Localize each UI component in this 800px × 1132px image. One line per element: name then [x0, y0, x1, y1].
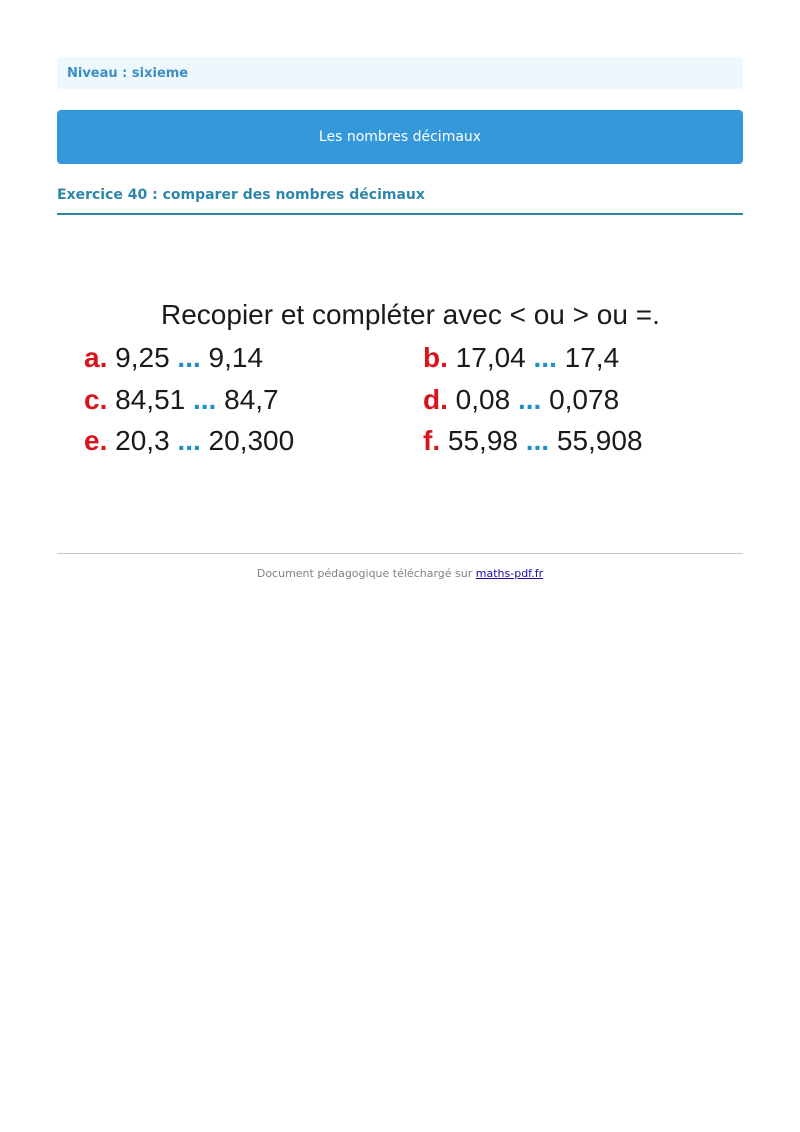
- footer-divider: [57, 553, 743, 554]
- item-right-value: 17,4: [564, 342, 620, 373]
- item-dots: ...: [517, 384, 542, 415]
- item-right-value: 55,908: [556, 425, 643, 456]
- item-dots: ...: [193, 384, 217, 415]
- item-dots: ...: [177, 342, 201, 373]
- item-letter: a.: [84, 342, 108, 373]
- footer-text: Document pédagogique téléchargé sur: [256, 567, 473, 580]
- item-left-value: 84,51: [115, 384, 186, 415]
- level-banner: [57, 57, 743, 89]
- chapter-banner: [57, 110, 743, 164]
- exercise-item-c: [84, 384, 279, 416]
- exercise-instruction: Recopier et compléter avec < ou > ou =.: [161, 299, 660, 330]
- footer: [57, 567, 743, 580]
- item-letter: d.: [423, 384, 448, 415]
- item-right-value: 84,7: [224, 384, 279, 415]
- item-letter: f.: [423, 425, 441, 456]
- item-dots: ...: [177, 425, 201, 456]
- item-letter: c.: [84, 384, 108, 415]
- footer-link[interactable]: maths-pdf.fr: [475, 567, 544, 580]
- item-left-value: 9,25: [115, 342, 170, 373]
- item-right-value: 20,300: [208, 425, 295, 456]
- exercise-item-f: [423, 425, 643, 457]
- item-dots: ...: [525, 425, 550, 456]
- item-left-value: 0,08: [455, 384, 511, 415]
- exercise-item-e: [84, 425, 294, 457]
- exercise-title: Exercice 40 : comparer des nombres décimaux: [57, 187, 743, 215]
- level-label: Niveau : sixieme: [67, 65, 189, 81]
- item-right-value: 9,14: [208, 342, 264, 373]
- page: [57, 57, 743, 580]
- item-dots: ...: [533, 342, 557, 373]
- exercise-item-d: [423, 384, 619, 416]
- item-left-value: 55,98: [447, 425, 518, 456]
- item-letter: e.: [84, 425, 108, 456]
- exercise-item-b: [423, 342, 619, 374]
- item-right-value: 0,078: [549, 384, 620, 415]
- item-left-value: 20,3: [115, 425, 170, 456]
- item-left-value: 17,04: [455, 342, 526, 373]
- exercise-content: [57, 215, 743, 553]
- chapter-title: Les nombres décimaux: [318, 129, 482, 145]
- exercise-item-a: [84, 342, 263, 374]
- item-letter: b.: [423, 342, 448, 373]
